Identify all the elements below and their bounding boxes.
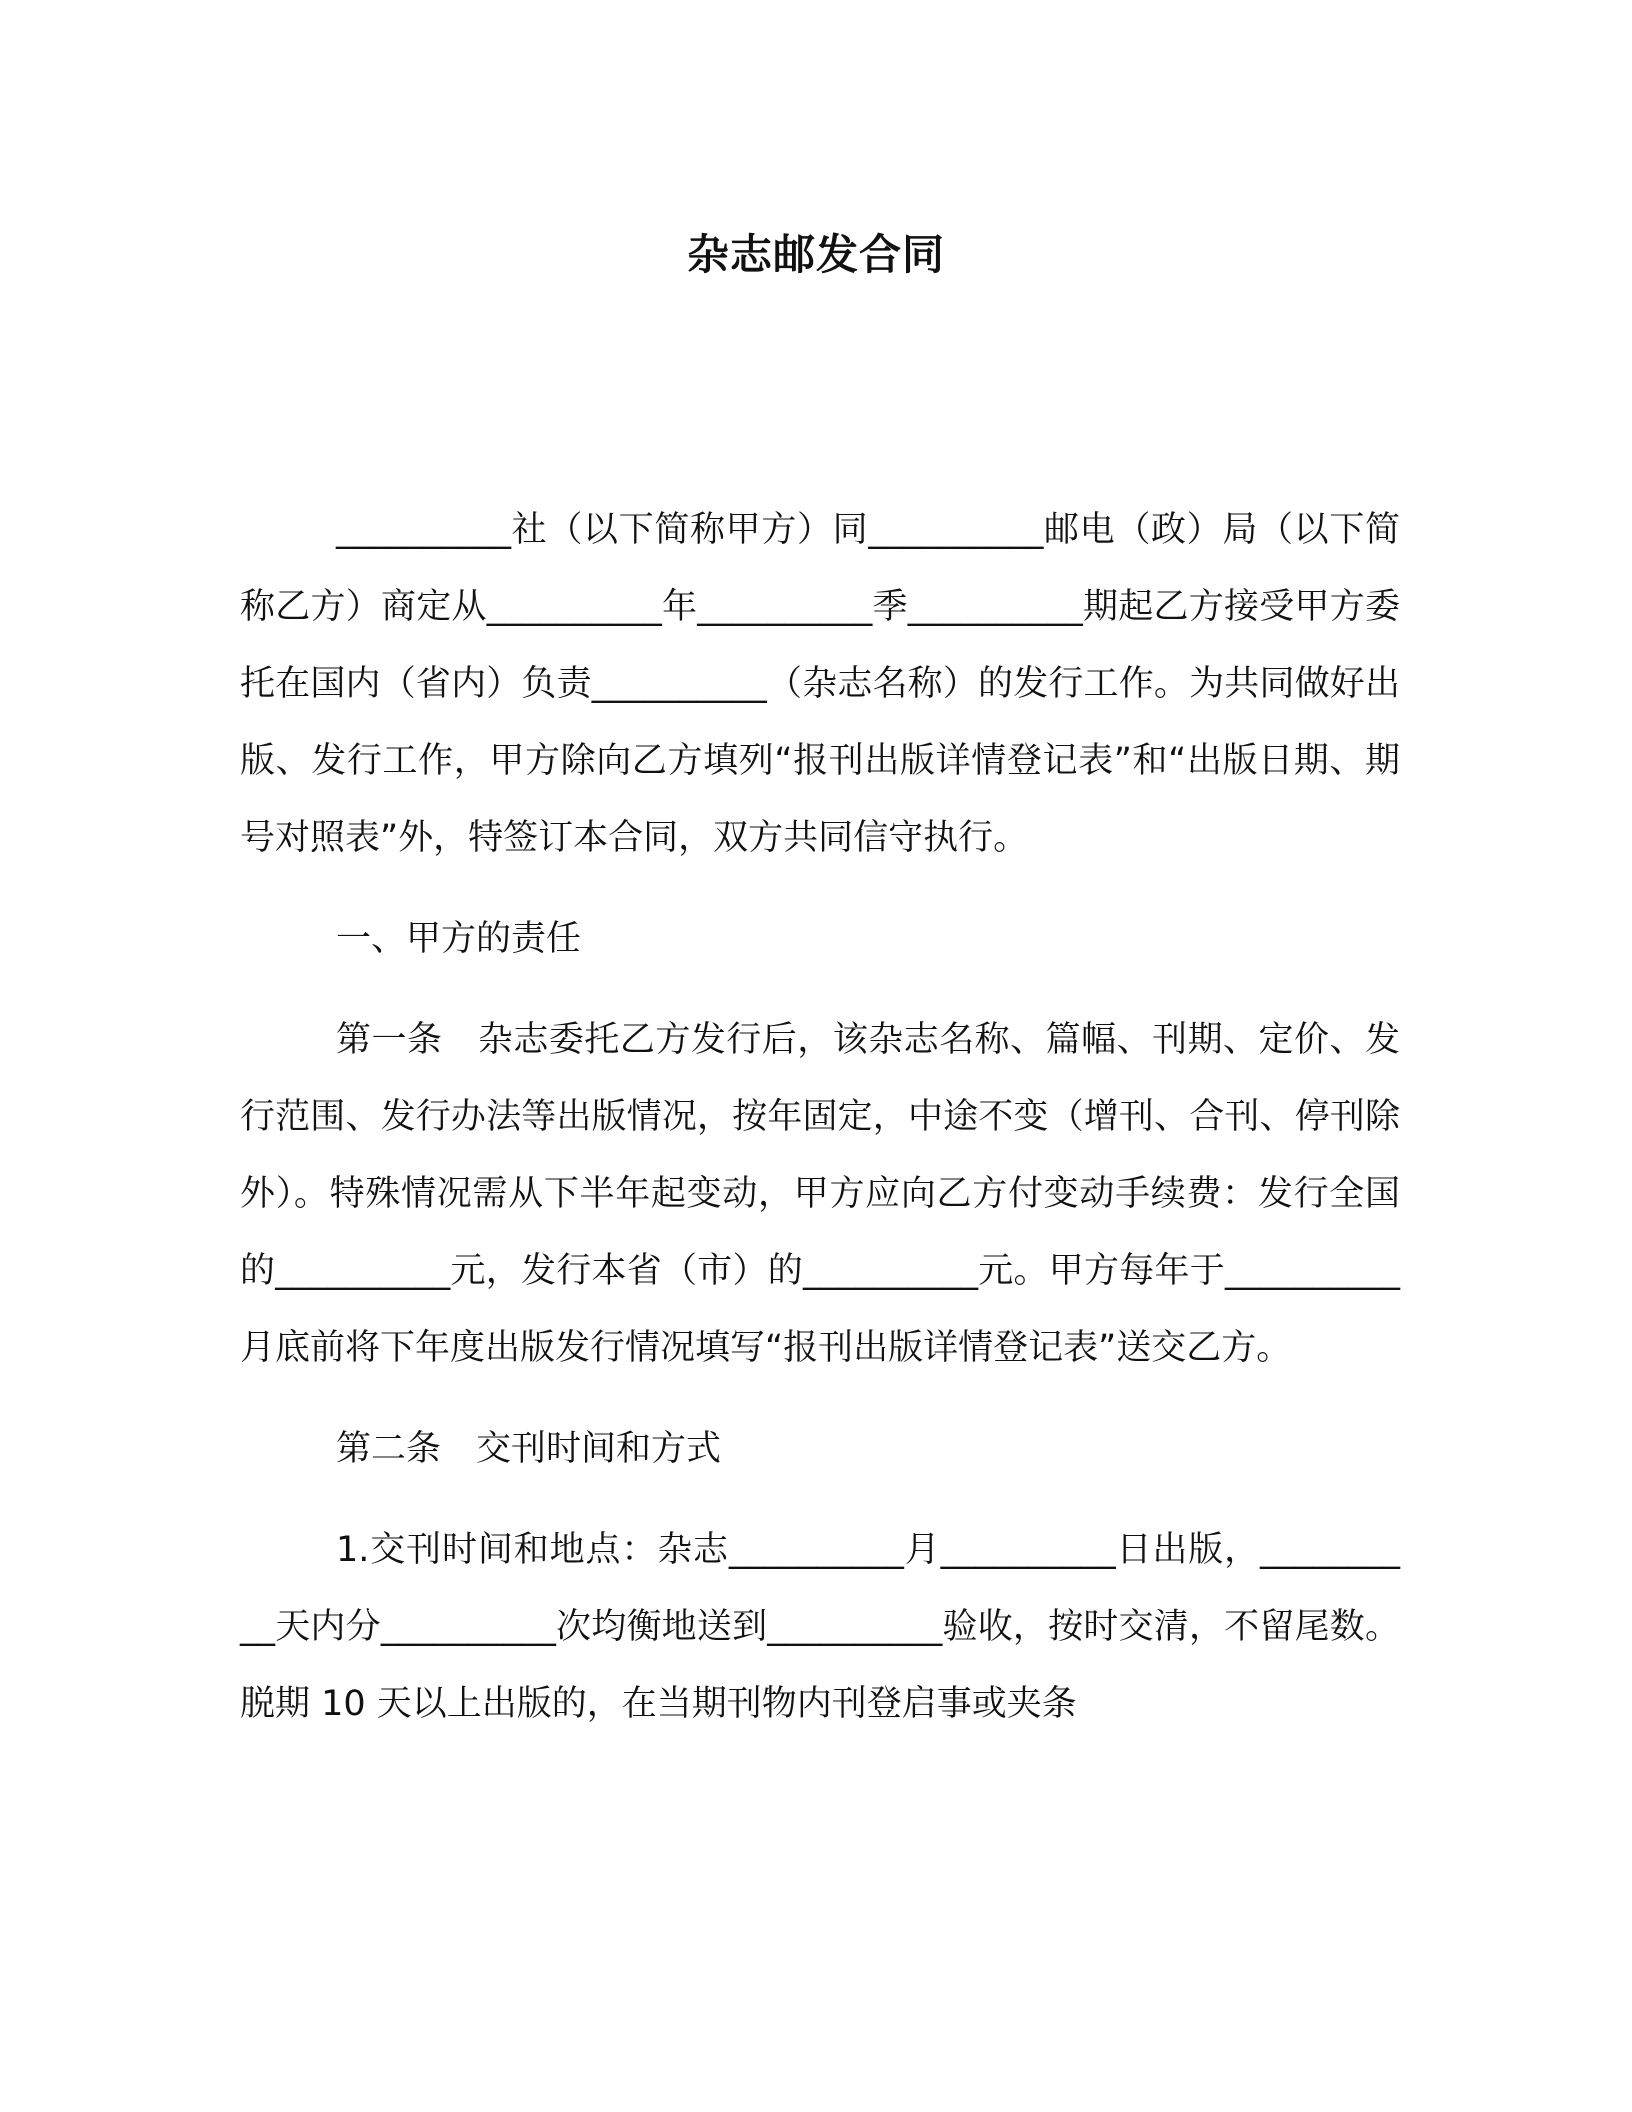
section-heading-party-a: 一、甲方的责任 (336, 919, 582, 959)
document-title: 杂志邮发合同 (686, 230, 945, 279)
document-body (240, 492, 1400, 1743)
article-two-heading: 第二条 交刊时间和方式 (336, 1429, 722, 1469)
delivery-time-paragraph: 1.交刊时间和地点：杂志__________月__________日出版，__________天内分__________次均衡地送到__________验收，按时交清，不留尾数。脱期 10 天以上出版的，在当期刊物内刊登启事或夹条 (240, 1530, 1400, 1724)
intro-paragraph: __________社（以下简称甲方）同__________邮电（政）局（以下简称乙方）商定从__________年__________季__________期起乙方接受甲方委托在国内（省内）负责__________（杂志名称）的发行工作。为共同做好出版、发行工作，甲方除向乙方填列“报刊出版详情登记表”和“出版日期、期号对照表”外，特签订本合同，双方共同信守执行。 (240, 510, 1400, 858)
article-one-paragraph: 第一条 杂志委托乙方发行后，该杂志名称、篇幅、刊期、定价、发行范围、发行办法等出版情况，按年固定，中途不变（增刊、合刊、停刊除外）。特殊情况需从下半年起变动，甲方应向乙方付变动手续费：发行全国的__________元，发行本省（市）的__________元。甲方每年于__________月底前将下年度出版发行情况填写“报刊出版详情登记表”送交乙方。 (240, 1020, 1400, 1368)
